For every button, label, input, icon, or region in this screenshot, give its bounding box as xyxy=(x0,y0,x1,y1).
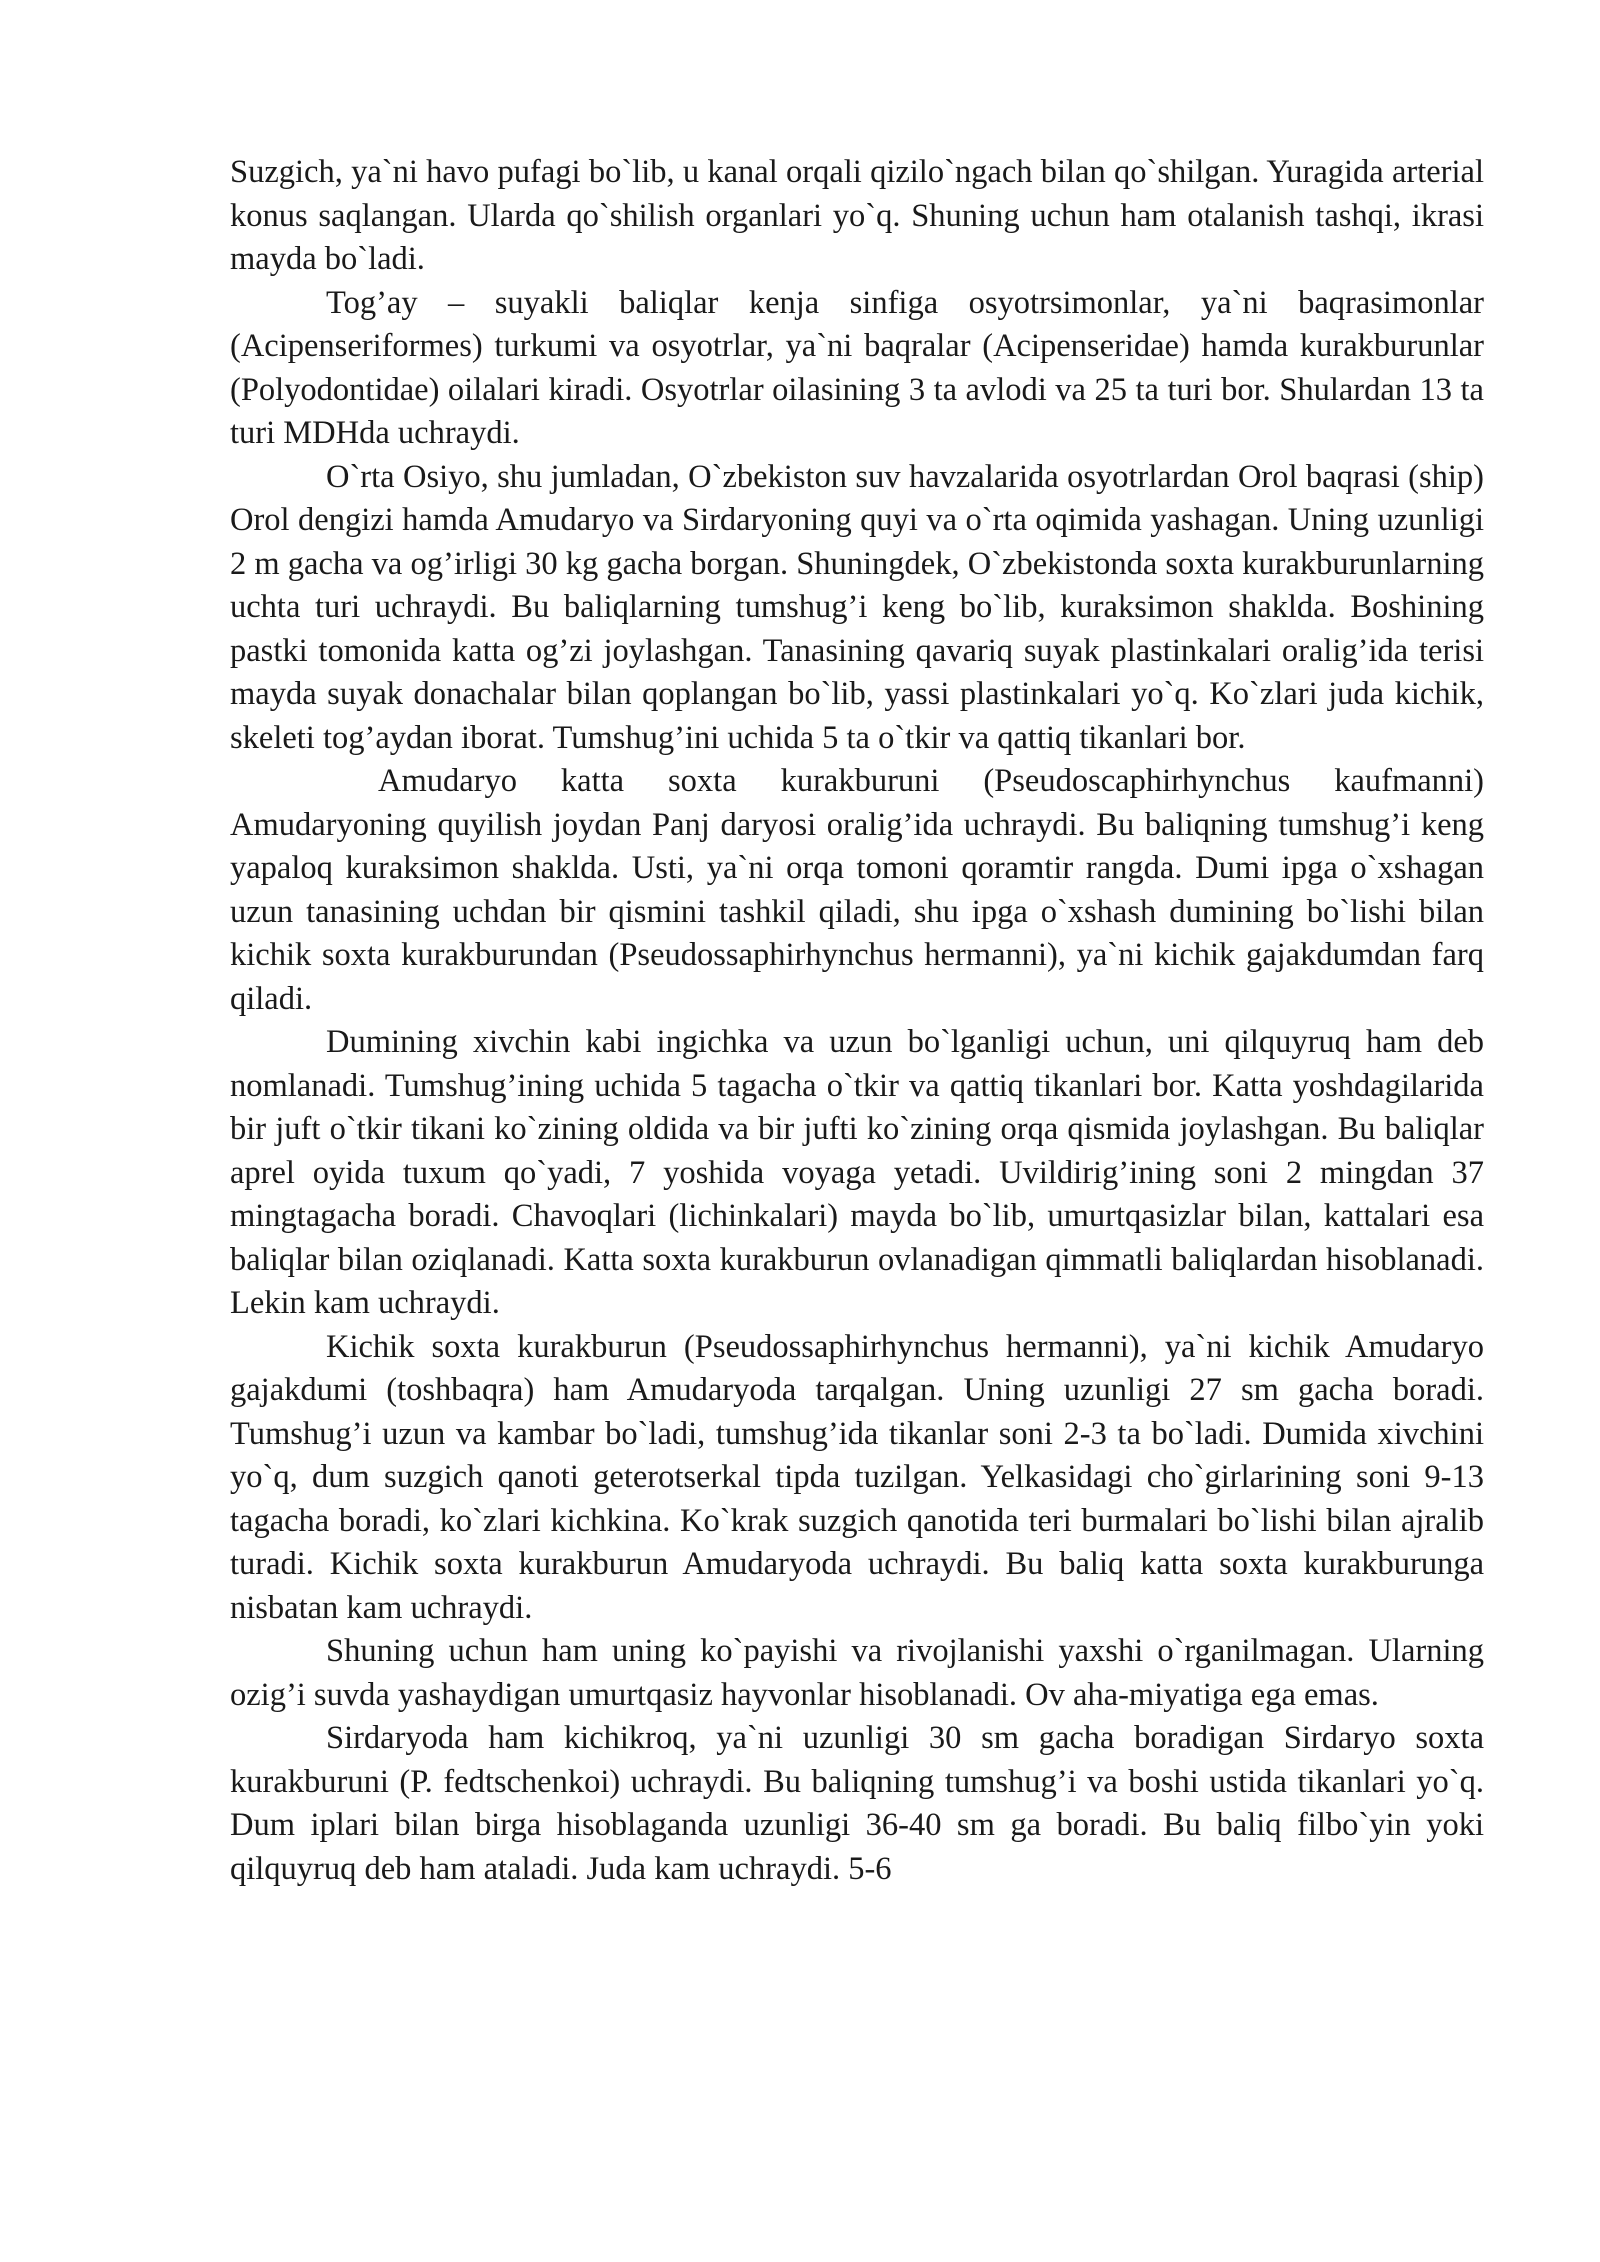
paragraph-tail-description: Dumining xivchin kabi ingichka va uzun bo`lganligi uchun, uni qilquyruq ham deb nomlanadi. Tumshug’ining uchida 5 tagacha o`tkir va qattiq tikanlari bor. Katta yoshdagilarida bir juft o`tkir tikani ko`zining oldida va bir jufti ko`zining orqa qismida joylashgan. Bu baliqlar aprel oyida tuxum qo`yadi, 7 yoshida voyaga yetadi. Uvildirig’ining soni 2 mingdan 37 mingtagacha boradi. Chavoqlari (lichinkalari) mayda bo`lib, umurtqasizlar bilan, kattalari esa baliqlar bilan oziqlanadi. Katta soxta kurakburun ovlanadigan qimmatli baliqlardan hisoblanadi. Lekin kam uchraydi. xyxy=(230,1024,1484,1321)
paragraph-sturgeon-families: Tog’ay – suyakli baliqlar kenja sinfiga osyotrsimonlar, ya`ni baqrasimonlar (Acipenseriformes) turkumi va osyotrlar, ya`ni baqralar (Acipenseridae) hamda kurakburunlar (Polyodontidae) oilalari kiradi. Osyotrlar oilasining 3 ta avlodi va 25 ta turi bor. Shulardan 13 ta turi MDHda uchraydi. xyxy=(230,284,1484,451)
paragraph-central-asia-sturgeons: O`rta Osiyo, shu jumladan, O`zbekiston suv havzalarida osyotrlardan Orol baqrasi (ship) Orol dengizi hamda Amudaryo va Sirdaryoning quyi va o`rta oqimida yashagan. Uning uzunligi 2 m gacha va og’irligi 30 kg gacha borgan. Shuningdek, O`zbekistonda soxta kurakburunlarning uchta turi uchraydi. Bu baliqlarning tumshug’i keng bo`lib, kuraksimon shaklda. Boshining pastki tomonida katta og’zi joylashgan. Tanasining qavariq suyak plastinkalari oralig’ida terisi mayda suyak donachalar bilan qoplangan bo`lib, yassi plastinkalari yo`q. Ko`zlari juda kichik, skeleti tog’aydan iborat. Tumshug’ini uchida 5 ta o`tkir va qattiq tikanlari bor. xyxy=(230,458,1484,756)
paragraph-swim-bladder: Suzgich, ya`ni havo pufagi bo`lib, u kanal orqali qizilo`ngach bilan qo`shilgan. Yuragida arterial konus saqlangan. Ularda qo`shilish organlari yo`q. Shuning uchun ham otalanish tashqi, ikrasi mayda bo`ladi. xyxy=(230,154,1484,277)
paragraph-reproduction: Shuning uchun ham uning ko`payishi va rivojlanishi yaxshi o`rganilmagan. Ularning ozig’i suvda yashaydigan umurtqasiz hayvonlar hisoblanadi. Ov aha-miyatiga ega emas. xyxy=(230,1633,1484,1713)
paragraph-small-shovelnose: Kichik soxta kurakburun (Pseudossaphirhynchus hermanni), ya`ni kichik Amudaryo gajakdumi (toshbaqra) ham Amudaryoda tarqalgan. Uning uzunligi 27 sm gacha boradi. Tumshug’i uzun va kambar bo`ladi, tumshug’ida tikanlar soni 2-3 ta bo`ladi. Dumida xivchini yo`q, dum suzgich qanoti geterotserkal tipda tuzilgan. Yelkasidagi cho`girlarining soni 9-13 tagacha boradi, ko`zlari kichkina. Ko`krak suzgich qanotida teri burmalari bo`lishi bilan ajralib turadi. Kichik soxta kurakburun Amudaryoda uchraydi. Bu baliq katta soxta kurakburunga nisbatan kam uchraydi. xyxy=(230,1328,1484,1626)
paragraph-amudarya-large-shovelnose: Amudaryo katta soxta kurakburuni (Pseudoscaphirhynchus kaufmanni) Amudaryoning quyilish joydan Panj daryosi oralig’ida uchraydi. Bu baliqning tumshug’i keng yapaloq kuraksimon shaklda. Usti, ya`ni orqa tomoni qoramtir rangda. Dumi ipga o`xshagan uzun tanasining uchdan bir qismini tashkil qiladi, shu ipga o`xshash dumining bo`lishi bilan kichik soxta kurakburundan (Pseudossaphirhynchus hermanni), ya`ni kichik gajakdumdan farq qiladi. xyxy=(230,763,1484,1017)
paragraph-syrdarya-shovelnose: Sirdaryoda ham kichikroq, ya`ni uzunligi 30 sm gacha boradigan Sirdaryo soxta kurakburuni (P. fedtschenkoi) uchraydi. Bu baliqning tumshug’i va boshi ustida tikanlari yo`q. Dum iplari bilan birga hisoblaganda uzunligi 36-40 sm ga boradi. Bu baliq filbo`yin yoki qilquyruq deb ham ataladi. Juda kam uchraydi. 5-6 xyxy=(230,1720,1484,1887)
